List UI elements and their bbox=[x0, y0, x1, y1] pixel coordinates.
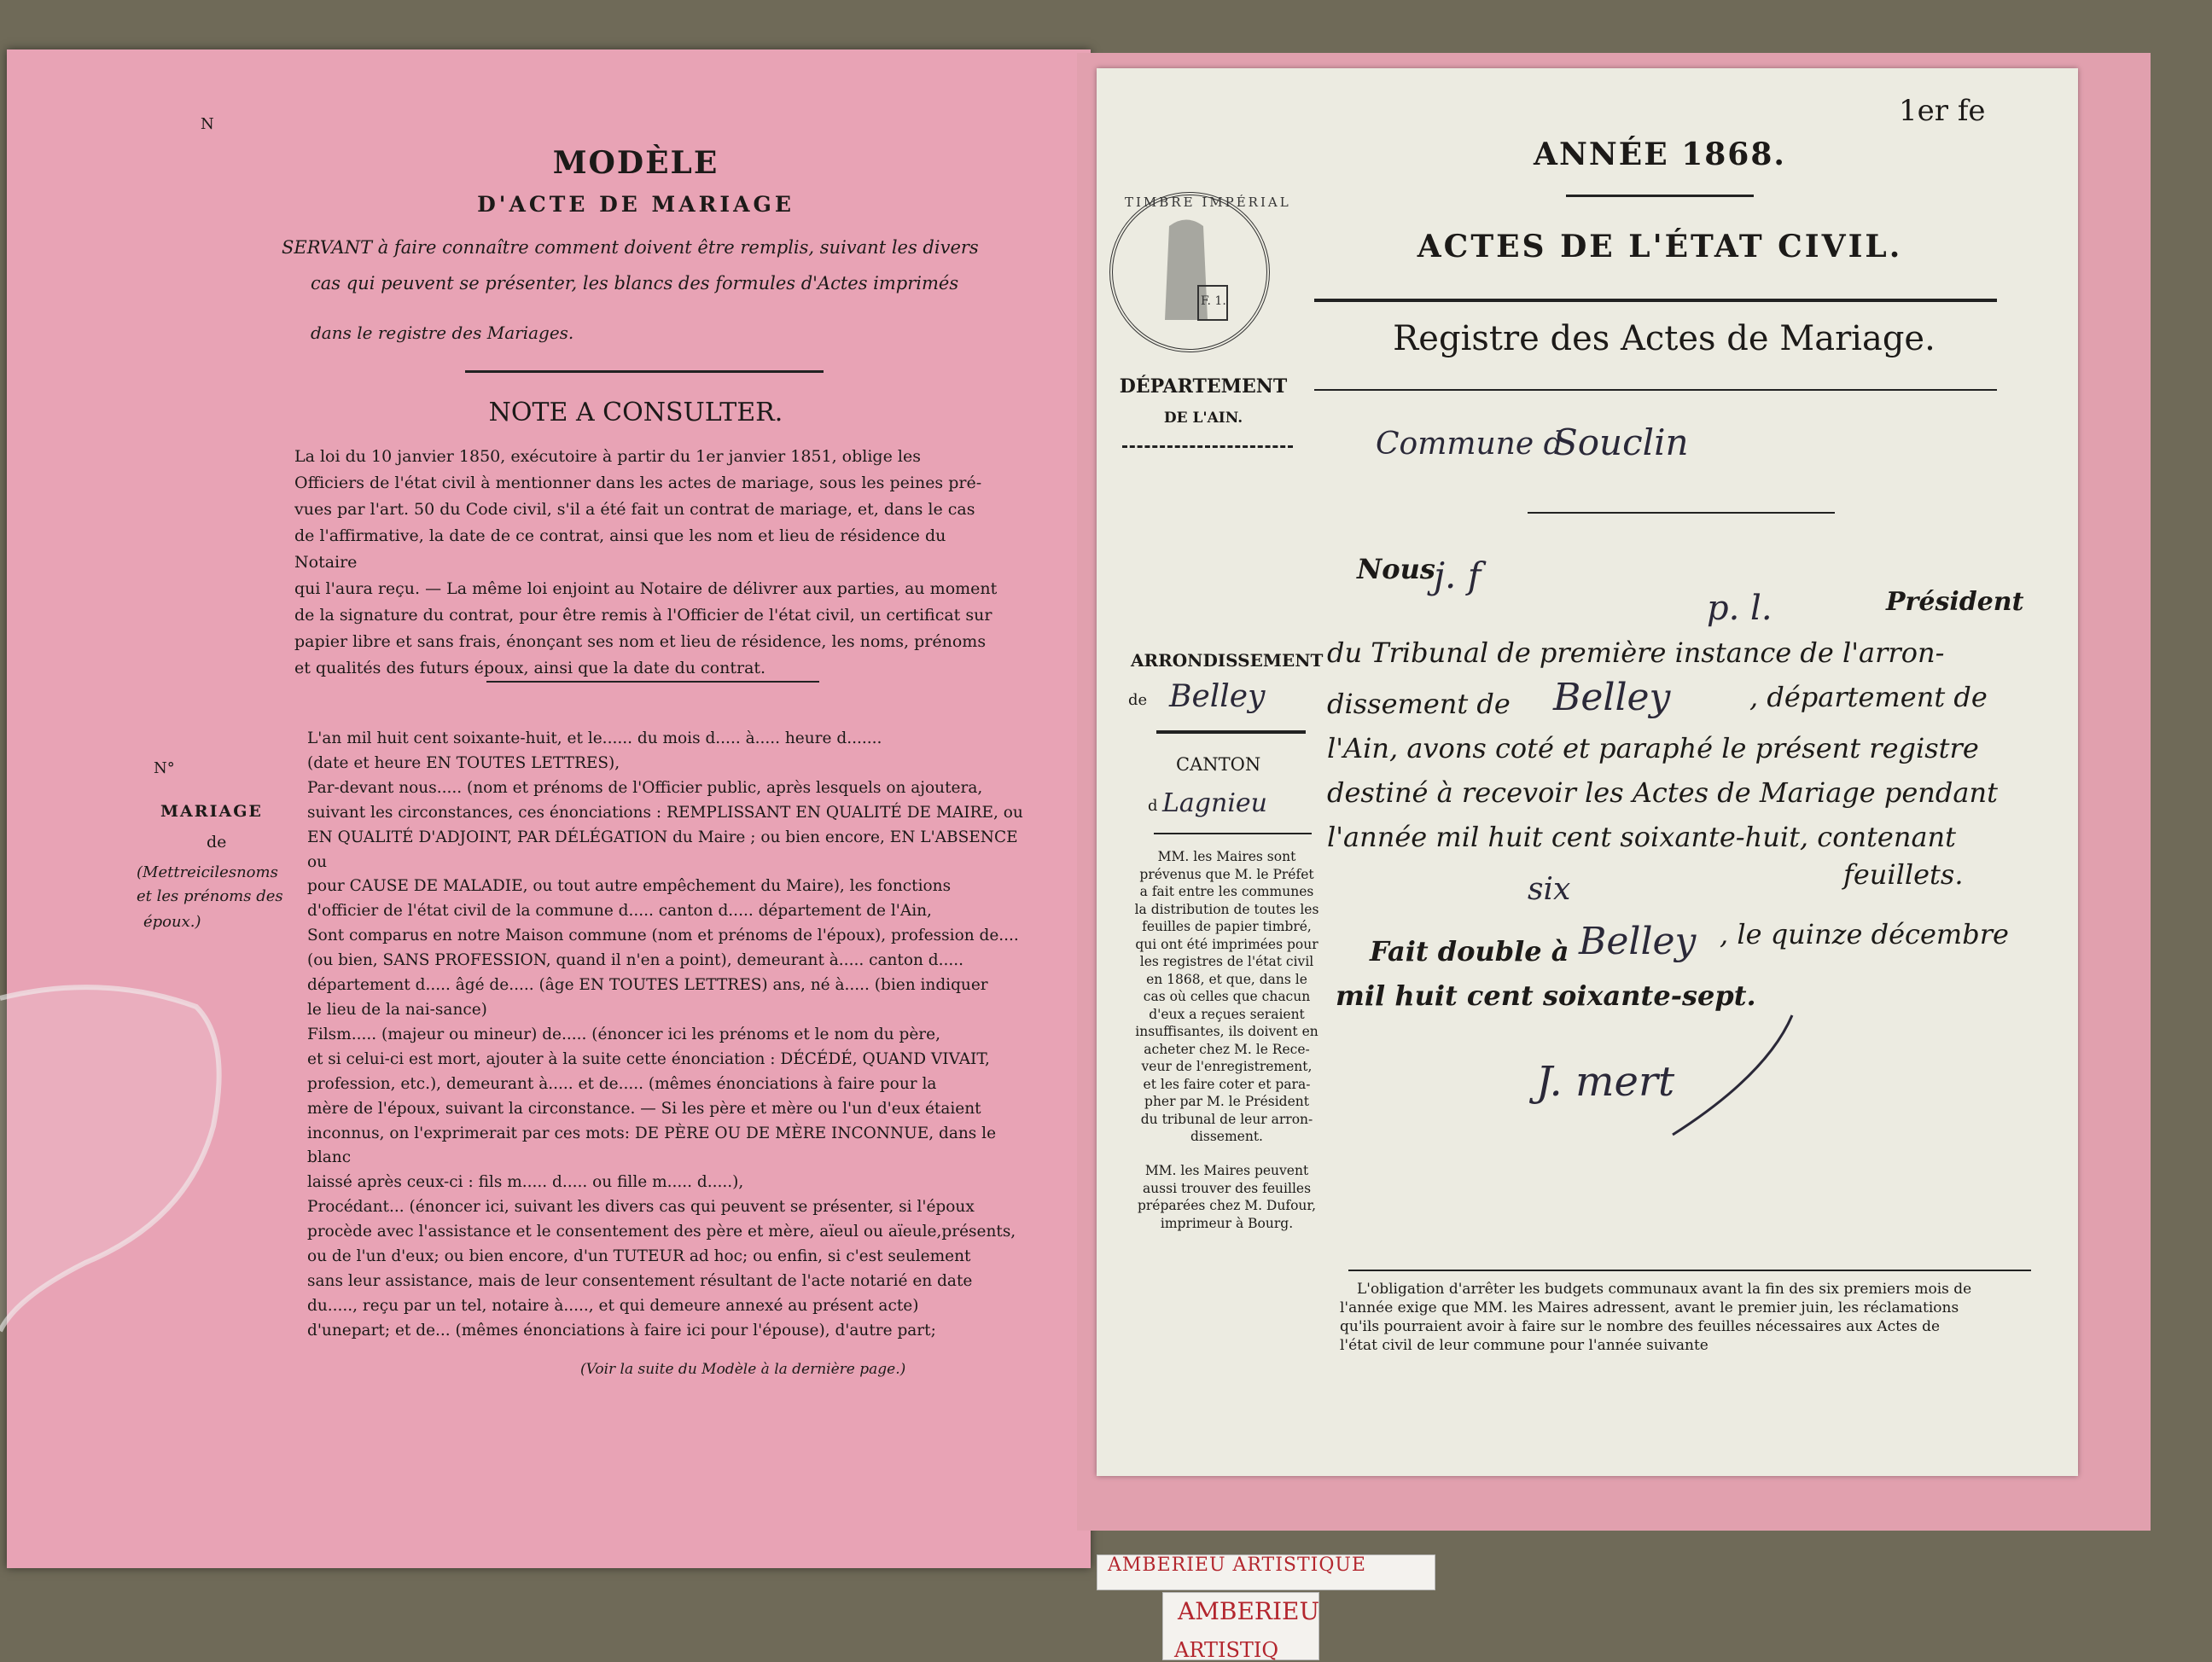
note-line: de l'affirmative, la date de ce contrat, ainsi que les nom et lieu de résidence du Notaire bbox=[294, 526, 946, 572]
hw-count: six bbox=[1528, 872, 1571, 907]
stamp-text: TIMBRE IMPÉRIAL bbox=[1125, 195, 1291, 210]
side-note-line: MM. les Maires sont bbox=[1157, 849, 1296, 864]
side-note-line: prévenus que M. le Préfet bbox=[1139, 866, 1314, 882]
model-line: Par-devant nous..... (nom et prénoms de l'Officier public, après lesquels on ajoutera, bbox=[307, 778, 983, 797]
handwritten-name-1: j. f bbox=[1434, 555, 1481, 596]
year-rule bbox=[1566, 195, 1754, 197]
margin-note-3: époux.) bbox=[143, 913, 201, 931]
model-line: pour CAUSE DE MALADIE, ou tout autre empêchement du Maire), les fonctions bbox=[307, 877, 952, 896]
side-note-line: cas où celles que chacun bbox=[1143, 989, 1311, 1004]
side-note-line: imprimeur à Bourg. bbox=[1160, 1215, 1294, 1231]
side-note-line: MM. les Maires peuvent bbox=[1144, 1163, 1309, 1178]
main-line-7: feuillets. bbox=[1843, 858, 1964, 891]
side-note-line: les registres de l'état civil bbox=[1139, 954, 1314, 969]
margin-mariage: MARIAGE bbox=[160, 802, 263, 821]
model-subtitle: D'ACTE DE MARIAGE bbox=[477, 192, 795, 217]
model-line: d'officier de l'état civil de la commune d..... canton d..... département de l'Ain, bbox=[307, 902, 932, 921]
model-line: Sont comparus en notre Maison commune (nom et prénoms de l'époux), profession de.... bbox=[307, 927, 1019, 945]
commune-label: Commune d bbox=[1376, 427, 1563, 462]
model-line: (ou bien, SANS PROFESSION, quand il n'en a point), demeurant à..... canton d..... bbox=[307, 951, 964, 970]
note-line: Officiers de l'état civil à mentionner dans les actes de mariage, sous les peines pré- bbox=[294, 474, 982, 492]
margin-no: N° bbox=[154, 759, 175, 777]
civil-heading: ACTES DE L'ÉTAT CIVIL. bbox=[1417, 229, 1903, 264]
signature: J. mert bbox=[1536, 1058, 1675, 1106]
side-note-2 bbox=[1126, 1162, 1327, 1232]
commune-name: Souclin bbox=[1553, 421, 1689, 463]
stamp-value: F. 1. bbox=[1201, 294, 1226, 308]
side-note-1 bbox=[1126, 848, 1327, 1146]
model-line: inconnus, on l'exprimerait par ces mots: DE PÈRE OU DE MÈRE INCONNUE, dans le blanc bbox=[307, 1124, 997, 1167]
model-line: laissé après ceux-ci : fils m..... d..... ou fille m..... d.....), bbox=[307, 1173, 744, 1192]
side-note-line: pher par M. le Président bbox=[1144, 1094, 1309, 1109]
intro-line-2: cas qui peuvent se présenter, les blancs des formules d'Actes imprimés bbox=[311, 273, 959, 293]
model-text bbox=[307, 727, 1033, 1344]
side-note-line: en 1868, et que, dans le bbox=[1146, 971, 1307, 987]
side-note-line: aussi trouver des feuilles bbox=[1142, 1180, 1312, 1196]
main-line-6: l'année mil huit cent soixante-huit, contenant bbox=[1327, 821, 1957, 853]
canton-name: Lagnieu bbox=[1162, 788, 1268, 818]
heading-rule bbox=[1314, 299, 1997, 302]
hw-place: Belley bbox=[1579, 920, 1697, 963]
side-note-line: a fait entre les communes bbox=[1139, 884, 1314, 899]
note-line: de la signature du contrat, pour être remis à l'Officier de l'état civil, un certificat sur bbox=[294, 606, 992, 625]
footer-note-line: L'obligation d'arrêter les budgets communaux avant la fin des six premiers mois de bbox=[1357, 1281, 1972, 1298]
side-note-line: la distribution de toutes les bbox=[1134, 901, 1319, 917]
magnifier-icon bbox=[0, 939, 230, 1339]
model-title: MODÈLE bbox=[552, 145, 719, 181]
year-heading: ANNÉE 1868. bbox=[1534, 137, 1786, 172]
model-line: suivant les circonstances, ces énonciations : REMPLISSANT EN QUALITÉ DE MAIRE, ou bbox=[307, 803, 1023, 822]
side-note-line: préparées chez M. Dufour, bbox=[1137, 1198, 1317, 1213]
model-line: mère de l'époux, suivant la circonstance. — Si les père et mère ou l'un d'eux étaient bbox=[307, 1099, 981, 1118]
canton-rule bbox=[1154, 833, 1312, 834]
intro-line-3: dans le registre des Mariages. bbox=[311, 323, 574, 343]
note-paragraph bbox=[294, 444, 1011, 682]
main-line-5: destiné à recevoir les Actes de Mariage pendant bbox=[1327, 776, 1998, 809]
arrondissement-rule bbox=[1156, 730, 1306, 734]
fait-double: Fait double à bbox=[1370, 935, 1569, 968]
department-label: DÉPARTEMENT bbox=[1119, 375, 1288, 398]
side-note-line: feuilles de papier timbré, bbox=[1142, 919, 1312, 934]
register-title: Registre des Actes de Mariage. bbox=[1393, 319, 1936, 358]
side-note-line: d'eux a reçues seraient bbox=[1149, 1006, 1305, 1022]
main-line-2: dissement de bbox=[1327, 688, 1511, 720]
main-line-1: du Tribunal de première instance de l'arron- bbox=[1327, 636, 1945, 669]
arrondissement-name: Belley bbox=[1169, 679, 1266, 714]
model-line: le lieu de la nai-sance) bbox=[307, 1000, 487, 1019]
model-line: département d..... âgé de..... (âge EN TOUTES LETTRES) ans, né à..... (bien indiquer bbox=[307, 976, 988, 995]
note-line: et qualités des futurs époux, ainsi que la date du contrat. bbox=[294, 659, 766, 677]
left-footer: (Voir la suite du Modèle à la dernière page.) bbox=[580, 1361, 906, 1378]
model-line: Procédant... (énoncer ici, suivant les divers cas qui peuvent se présenter, si l'époux bbox=[307, 1198, 975, 1217]
side-note-line: du tribunal de leur arron- bbox=[1140, 1111, 1313, 1127]
margin-de: de bbox=[207, 833, 227, 851]
side-note-line: acheter chez M. le Rece- bbox=[1144, 1041, 1310, 1057]
side-note-line: qui ont été imprimées pour bbox=[1135, 936, 1318, 952]
ornament-rule bbox=[465, 370, 824, 373]
margin-note-2: et les prénoms des bbox=[137, 887, 283, 905]
footer-note-line: qu'ils pourraient avoir à faire sur le nombre des feuilles nécessaires aux Actes de bbox=[1340, 1318, 1941, 1335]
canton-de: d bbox=[1148, 797, 1158, 815]
model-line: sans leur assistance, mais de leur consentement résultant de l'acte notarié en date bbox=[307, 1271, 973, 1290]
main-line-10: mil huit cent soixante-sept. bbox=[1336, 979, 1756, 1012]
folio-number: 1er fe bbox=[1899, 94, 1986, 128]
main-line-3: , département de bbox=[1749, 681, 1988, 713]
model-line: d'unepart; et de... (mêmes énonciations à faire ici pour l'épouse), d'autre part; bbox=[307, 1321, 936, 1339]
ornament-rule-2 bbox=[486, 681, 819, 683]
model-line: profession, etc.), demeurant à..... et de..... (mêmes énonciations à faire pour la bbox=[307, 1074, 937, 1093]
handwritten-name-2: p. l. bbox=[1707, 589, 1773, 628]
side-note-line: dissement. bbox=[1190, 1129, 1263, 1144]
main-line-4: l'Ain, avons coté et paraphé le présent registre bbox=[1327, 732, 1979, 764]
arrondissement-label: ARRONDISSEMENT bbox=[1131, 650, 1324, 671]
note-title: NOTE A CONSULTER. bbox=[488, 398, 783, 427]
model-line: du....., reçu par un tel, notaire à....., et qui demeure annexé au présent acte) bbox=[307, 1296, 919, 1315]
margin-note-1: (Mettreicilesnoms bbox=[137, 863, 278, 881]
side-note-line: veur de l'enregistrement, bbox=[1141, 1059, 1313, 1074]
model-line: Filsm..... (majeur ou mineur) de..... (énoncer ici les prénoms et le nom du père, bbox=[307, 1025, 940, 1043]
president-word: Président bbox=[1886, 587, 2024, 617]
footer-rule bbox=[1348, 1270, 2031, 1271]
register-rule bbox=[1314, 389, 1997, 391]
nous-label: Nous bbox=[1357, 553, 1435, 585]
department-name: DE L'AIN. bbox=[1163, 410, 1243, 427]
label-text-3: ARTISTIQ bbox=[1174, 1638, 1279, 1662]
label-text-1: AMBERIEU ARTISTIQUE bbox=[1108, 1554, 1366, 1576]
hw-arrondissement: Belley bbox=[1553, 676, 1671, 719]
model-line: EN QUALITÉ D'ADJOINT, PAR DÉLÉGATION du Maire ; ou bien encore, EN L'ABSENCE ou bbox=[307, 828, 1018, 871]
model-line: L'an mil huit cent soixante-huit, et le...... du mois d..... à..... heure d....... bbox=[307, 729, 882, 747]
footer-note bbox=[1340, 1280, 2040, 1355]
main-line-9: , le quinze décembre bbox=[1720, 918, 2009, 950]
side-note-line: insuffisantes, ils doivent en bbox=[1135, 1024, 1318, 1039]
arrondissement-de: de bbox=[1128, 691, 1148, 709]
model-line: (date et heure EN TOUTES LETTRES), bbox=[307, 753, 620, 772]
intro-line-1: SERVANT à faire connaître comment doivent être remplis, suivant les divers bbox=[282, 237, 979, 258]
stamp-figure-icon bbox=[1109, 192, 1263, 346]
canton-label: CANTON bbox=[1176, 754, 1261, 775]
note-line: La loi du 10 janvier 1850, exécutoire à partir du 1er janvier 1851, oblige les bbox=[294, 447, 921, 466]
note-line: papier libre et sans frais, énonçant ses nom et lieu de résidence, les noms, prénoms bbox=[294, 632, 987, 651]
note-line: vues par l'art. 50 du Code civil, s'il a été fait un contrat de mariage, et, dans le cas bbox=[294, 500, 975, 519]
model-line: ou de l'un d'eux; ou bien encore, d'un TUTEUR ad hoc; ou enfin, si c'est seulement bbox=[307, 1247, 971, 1266]
footer-note-line: l'état civil de leur commune pour l'année suivante bbox=[1340, 1337, 1708, 1354]
model-line: procède avec l'assistance et le consentement des père et mère, aïeul ou aïeule,présents, bbox=[307, 1223, 1016, 1241]
note-line: qui l'aura reçu. — La même loi enjoint au Notaire de délivrer aux parties, au moment bbox=[294, 579, 998, 598]
signature-stroke-icon bbox=[1664, 1007, 1809, 1143]
label-text-2: AMBERIEU bbox=[1178, 1597, 1320, 1625]
model-line: et si celui-ci est mort, ajouter à la suite cette énonciation : DÉCÉDÉ, QUAND VIVAIT, bbox=[307, 1049, 990, 1068]
commune-rule bbox=[1528, 512, 1835, 514]
corner-mark: N bbox=[201, 115, 214, 133]
side-note-line: et les faire coter et para- bbox=[1143, 1076, 1311, 1092]
footer-note-line: l'année exige que MM. les Maires adressent, avant le premier juin, les réclamations bbox=[1340, 1299, 1959, 1316]
department-rule bbox=[1122, 445, 1293, 448]
